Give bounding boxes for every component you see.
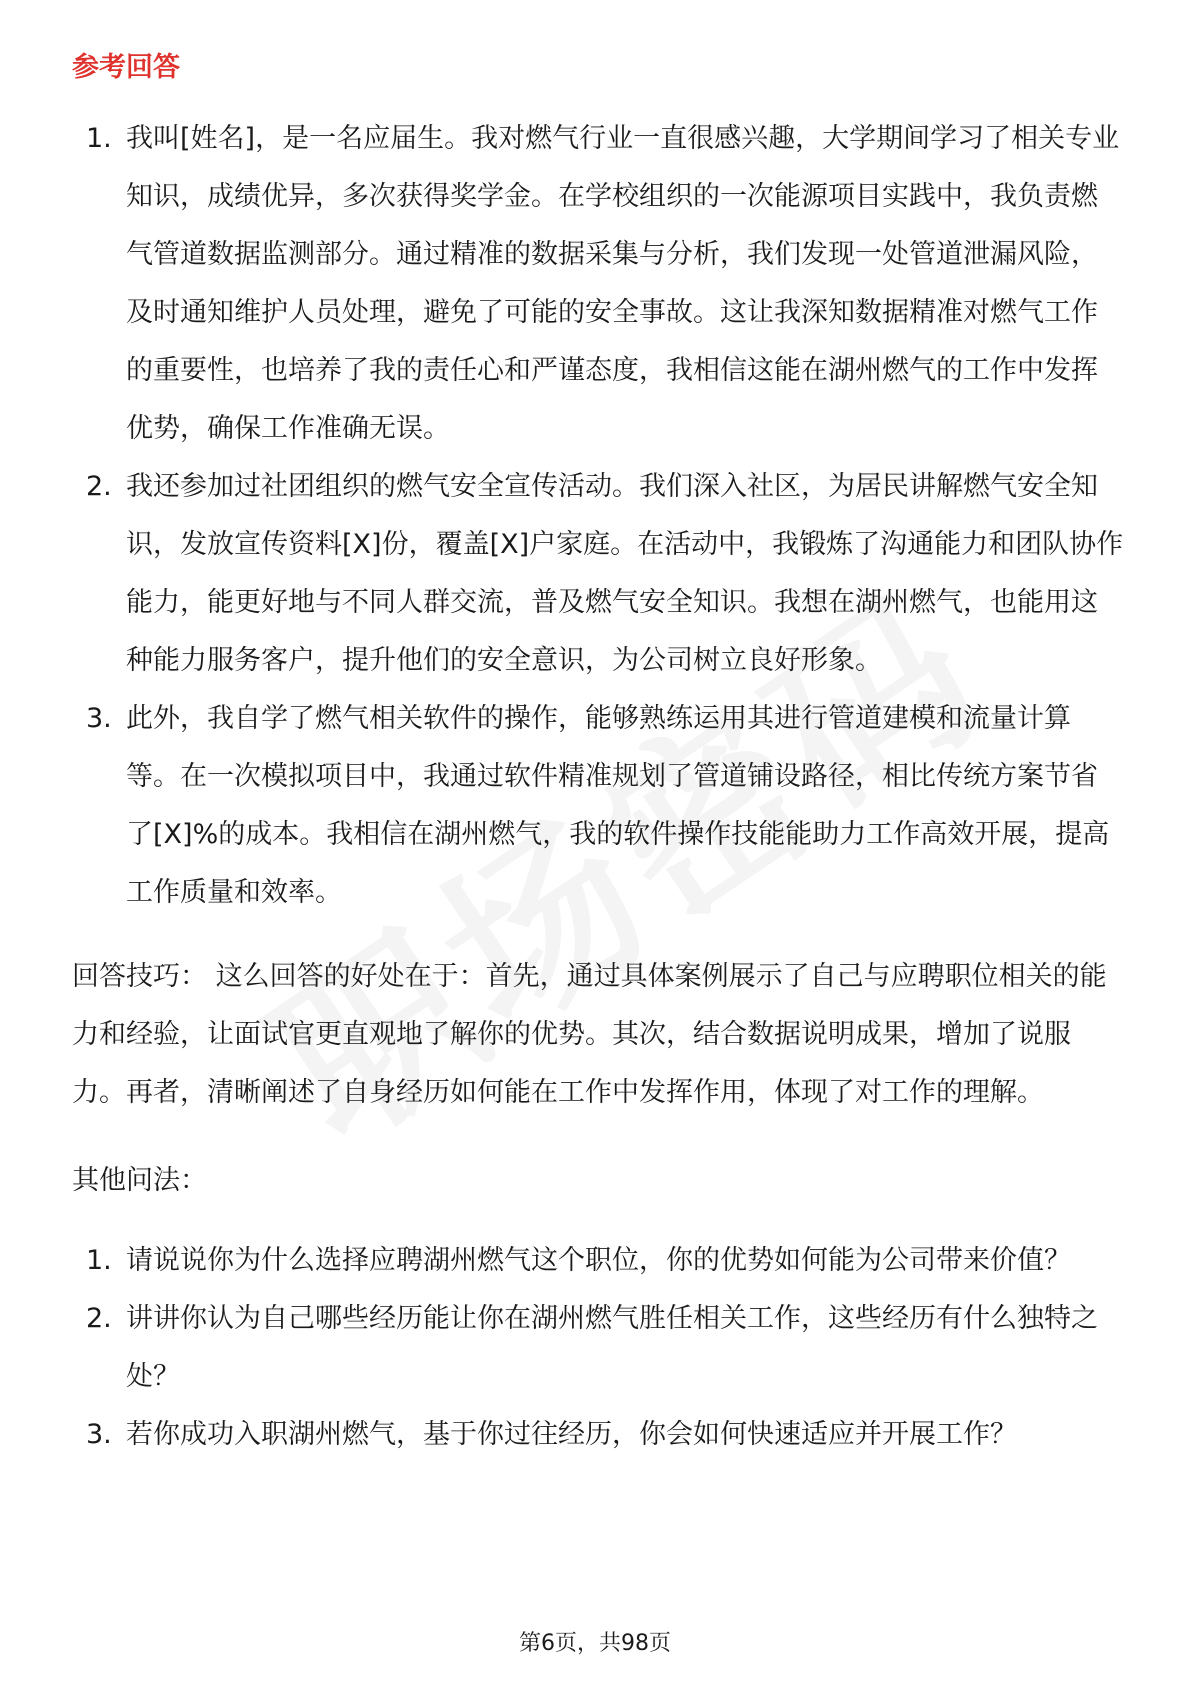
page-number: 第6页，共98页 [519, 1631, 671, 1656]
other-questions-list [72, 1232, 1124, 1464]
list-item [72, 110, 1124, 458]
answer-list [72, 110, 1124, 922]
list-item-number: 1. [86, 1245, 112, 1276]
document-body [72, 48, 1124, 1464]
list-item-number: 3. [86, 1419, 112, 1450]
list-item-number: 3. [86, 703, 112, 734]
list-item-text: 讲讲你认为自己哪些经历能让你在湖州燃气胜任相关工作，这些经历有什么独特之处？ [126, 1303, 1098, 1392]
list-item-text: 若你成功入职湖州燃气，基于你过往经历，你会如何快速适应并开展工作？ [126, 1419, 1017, 1450]
list-item [72, 690, 1124, 922]
answer-section-title: 参考回答 [72, 52, 180, 83]
list-item-number: 1. [86, 123, 112, 154]
answer-tips: 回答技巧： 这么回答的好处在于：首先，通过具体案例展示了自己与应聘职位相关的能力和经验，让面试官更直观地了解你的优势。其次，结合数据说明成果，增加了说服力。再者，清晰阐述了自身经历如何能在工作中发挥作用，体现了对工作的理解。 [72, 961, 1107, 1108]
list-item [72, 1290, 1124, 1406]
list-item-text: 请说说你为什么选择应聘湖州燃气这个职位，你的优势如何能为公司带来价值？ [126, 1245, 1071, 1276]
list-item [72, 458, 1124, 690]
list-item [72, 1232, 1124, 1290]
list-item-text: 我还参加过社团组织的燃气安全宣传活动。我们深入社区，为居民讲解燃气安全知识，发放宣传资料[X]份，覆盖[X]户家庭。在活动中，我锻炼了沟通能力和团队协作能力，能更好地与不同人群交流，普及燃气安全知识。我想在湖州燃气，也能用这种能力服务客户，提升他们的安全意识，为公司树立良好形象。 [126, 471, 1124, 676]
list-item-number: 2. [86, 471, 112, 502]
other-questions-label: 其他问法： [72, 1165, 207, 1196]
list-item-text: 我叫[姓名]，是一名应届生。我对燃气行业一直很感兴趣，大学期间学习了相关专业知识，成绩优异，多次获得奖学金。在学校组织的一次能源项目实践中，我负责燃气管道数据监测部分。通过精准的数据采集与分析，我们发现一处管道泄漏风险，及时通知维护人员处理，避免了可能的安全事故。这让我深知数据精准对燃气工作的重要性，也培养了我的责任心和严谨态度，我相信这能在湖州燃气的工作中发挥优势，确保工作准确无误。 [126, 123, 1120, 444]
list-item-number: 2. [86, 1303, 112, 1334]
list-item-text: 此外，我自学了燃气相关软件的操作，能够熟练运用其进行管道建模和流量计算等。在一次模拟项目中，我通过软件精准规划了管道铺设路径，相比传统方案节省了[X]%的成本。我相信在湖州燃气，我的软件操作技能能助力工作高效开展，提高工作质量和效率。 [126, 703, 1110, 908]
list-item [72, 1406, 1124, 1464]
